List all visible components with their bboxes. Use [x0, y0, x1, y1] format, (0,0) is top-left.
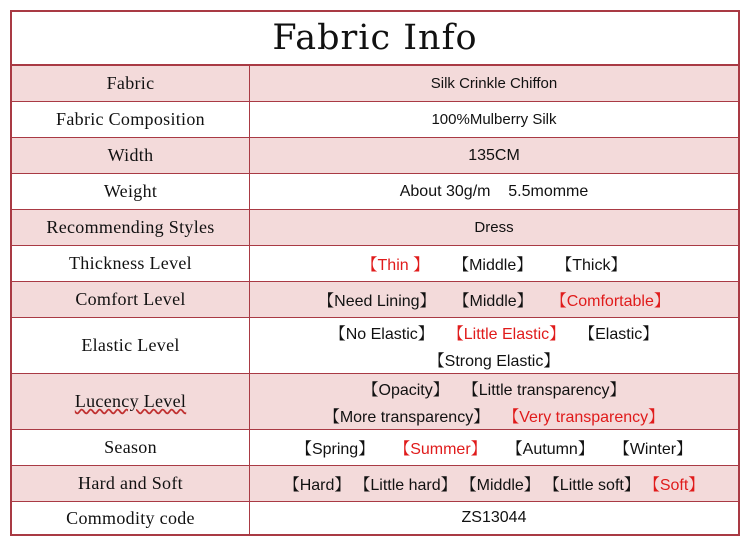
table-row-comfort: [12, 282, 738, 318]
option-summer: 【Summer】: [394, 441, 487, 458]
option-very-transparency: 【Very transparency】: [503, 408, 665, 426]
row-label: Thickness Level: [12, 246, 250, 281]
table-row-fabric: [12, 66, 738, 102]
option-little-soft: 【Little soft】: [543, 477, 640, 494]
table-row-season: [12, 430, 738, 466]
row-label: Fabric: [12, 66, 250, 101]
table-row-thickness: [12, 246, 738, 282]
option-little-hard: 【Little hard】: [354, 477, 457, 494]
row-label: Hard and Soft: [12, 466, 250, 501]
row-label: Width: [12, 138, 250, 173]
row-value: [250, 466, 738, 501]
option-spring: 【Spring】: [295, 441, 375, 458]
table-row-hardsoft: [12, 466, 738, 502]
row-label: Commodity code: [12, 502, 250, 534]
option-soft: 【Soft】: [643, 477, 705, 494]
page-title: Fabric Info: [272, 18, 478, 58]
row-value: [250, 282, 738, 317]
option-winter: 【Winter】: [613, 441, 693, 458]
table-row-elastic: [12, 318, 738, 374]
option-more-transparency: 【More transparency】: [323, 408, 490, 426]
row-value: [250, 374, 738, 429]
row-label: [12, 374, 250, 429]
option-thick: 【Thick】: [556, 257, 627, 274]
row-label: Elastic Level: [12, 318, 250, 373]
option-no-elastic: 【No Elastic】: [329, 325, 434, 343]
option-thin: 【Thin 】: [361, 257, 430, 274]
row-value: 135CM: [468, 146, 520, 164]
row-value: 100%Mulberry Silk: [431, 111, 557, 128]
option-middle: 【Middle】: [453, 257, 533, 274]
row-label: Recommending Styles: [12, 210, 250, 245]
table-row-composition: [12, 102, 738, 138]
table-row-styles: [12, 210, 738, 246]
table-row-lucency: [12, 374, 738, 430]
lucency-label-text: Lucency Level: [74, 391, 187, 411]
option-comfortable: 【Comfortable】: [550, 293, 670, 310]
row-value: [250, 318, 738, 373]
row-value: About 30g/m 5.5momme: [399, 182, 589, 200]
fabric-info-table: [10, 10, 740, 536]
option-opacity: 【Opacity】: [362, 381, 449, 399]
option-middle: 【Middle】: [453, 293, 533, 310]
table-row-code: [12, 502, 738, 534]
row-value: Dress: [474, 219, 514, 236]
row-value: [250, 246, 738, 281]
row-value: ZS13044: [461, 509, 527, 526]
row-label: Weight: [12, 174, 250, 209]
option-middle: 【Middle】: [460, 477, 540, 494]
table-header: [12, 12, 738, 66]
option-strong-elastic: 【Strong Elastic】: [428, 352, 560, 370]
row-label: Fabric Composition: [12, 102, 250, 137]
option-autumn: 【Autumn】: [506, 441, 594, 458]
option-hard: 【Hard】: [283, 477, 351, 494]
table-row-width: [12, 138, 738, 174]
option-elastic: 【Elastic】: [579, 325, 659, 343]
option-little-transparency: 【Little transparency】: [462, 381, 626, 399]
row-value: [250, 430, 738, 465]
row-label: Season: [12, 430, 250, 465]
row-label: Comfort Level: [12, 282, 250, 317]
row-value: Silk Crinkle Chiffon: [430, 75, 558, 92]
option-need-lining: 【Need Lining】: [318, 293, 436, 310]
option-little-elastic: 【Little Elastic】: [447, 325, 566, 343]
table-row-weight: [12, 174, 738, 210]
